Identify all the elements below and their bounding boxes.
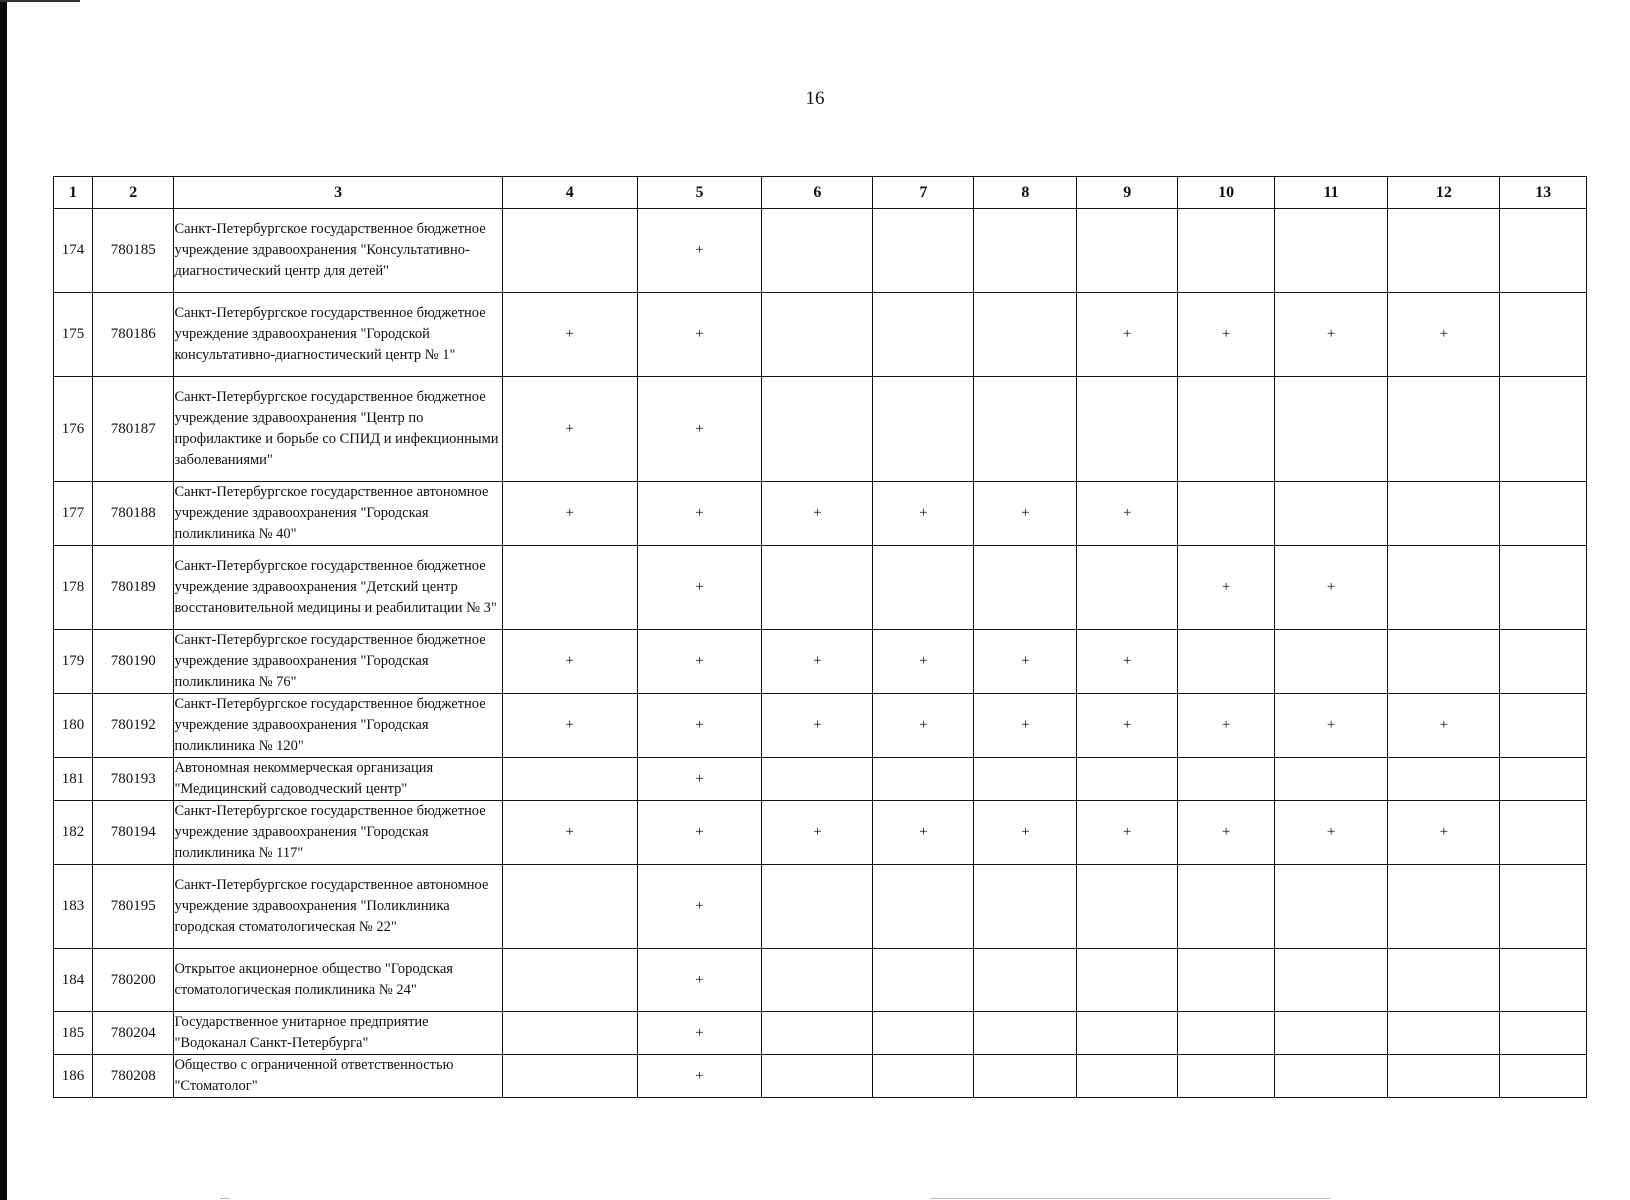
column-header: 10 [1178,177,1275,209]
mark-cell: + [974,630,1077,694]
mark-cell [502,758,637,801]
mark-cell [974,209,1077,293]
mark-cell: + [1077,482,1178,546]
mark-cell: + [762,630,873,694]
mark-cell [974,377,1077,482]
mark-cell [1388,865,1500,949]
scan-artifact [930,1198,1330,1199]
mark-cell [762,1055,873,1098]
mark-cell [502,865,637,949]
mark-cell [873,865,974,949]
mark-cell: + [1274,546,1387,630]
mark-cell: + [1178,293,1275,377]
organization-name: Санкт-Петербургское государственное бюджетное учреждение здравоохранения "Городской консультативно-диагностический центр № 1" [174,293,502,377]
mark-cell: + [502,630,637,694]
column-header: 3 [174,177,502,209]
mark-cell [1388,546,1500,630]
row-number: 182 [54,801,93,865]
mark-cell [502,209,637,293]
row-number: 184 [54,949,93,1012]
mark-cell: + [637,758,762,801]
mark-cell [502,1055,637,1098]
mark-cell [1274,865,1387,949]
row-number: 178 [54,546,93,630]
mark-cell: + [1388,694,1500,758]
row-number: 186 [54,1055,93,1098]
mark-cell: + [637,482,762,546]
mark-cell [502,1012,637,1055]
mark-cell [1500,694,1587,758]
mark-cell: + [1388,801,1500,865]
mark-cell [1077,865,1178,949]
table-row [54,949,1587,1012]
table-row [54,758,1587,801]
page-number: 16 [805,88,825,109]
registry-code: 780194 [93,801,174,865]
mark-cell: + [1388,293,1500,377]
mark-cell [974,1055,1077,1098]
mark-cell [1500,377,1587,482]
mark-cell [1500,758,1587,801]
mark-cell [1274,758,1387,801]
table-row [54,377,1587,482]
mark-cell [1077,546,1178,630]
registry-code: 780188 [93,482,174,546]
mark-cell: + [1274,801,1387,865]
mark-cell [1077,949,1178,1012]
column-header: 12 [1388,177,1500,209]
registry-code: 780195 [93,865,174,949]
mark-cell: + [1274,694,1387,758]
registry-code: 780190 [93,630,174,694]
mark-cell: + [1178,801,1275,865]
mark-cell: + [1077,293,1178,377]
mark-cell: + [502,694,637,758]
mark-cell [1388,1012,1500,1055]
mark-cell [974,546,1077,630]
mark-cell [1178,482,1275,546]
mark-cell [974,293,1077,377]
organization-name: Санкт-Петербургское государственное бюджетное учреждение здравоохранения "Городская поликлиника № 117" [174,801,502,865]
mark-cell [1077,758,1178,801]
mark-cell: + [637,694,762,758]
registry-code: 780208 [93,1055,174,1098]
table-row [54,209,1587,293]
mark-cell: + [873,482,974,546]
mark-cell: + [637,949,762,1012]
organization-name: Санкт-Петербургское государственное бюджетное учреждение здравоохранения "Консультативно-диагностический центр для детей" [174,209,502,293]
mark-cell [1274,1055,1387,1098]
row-number: 179 [54,630,93,694]
mark-cell: + [637,377,762,482]
row-number: 183 [54,865,93,949]
mark-cell: + [974,482,1077,546]
mark-cell [974,1012,1077,1055]
mark-cell: + [873,630,974,694]
mark-cell: + [762,482,873,546]
mark-cell: + [762,801,873,865]
table-body [54,209,1587,1098]
mark-cell [974,758,1077,801]
mark-cell [1077,209,1178,293]
mark-cell [1388,758,1500,801]
row-number: 177 [54,482,93,546]
mark-cell [1178,949,1275,1012]
table-row [54,694,1587,758]
mark-cell: + [637,293,762,377]
column-header: 1 [54,177,93,209]
mark-cell [873,949,974,1012]
mark-cell [762,1012,873,1055]
mark-cell [1178,377,1275,482]
mark-cell [1388,377,1500,482]
mark-cell [873,1055,974,1098]
mark-cell: + [873,694,974,758]
table-row [54,865,1587,949]
mark-cell [1500,546,1587,630]
mark-cell [1274,949,1387,1012]
mark-cell [974,865,1077,949]
mark-cell [1500,482,1587,546]
mark-cell [1388,209,1500,293]
mark-cell: + [502,293,637,377]
column-header: 4 [502,177,637,209]
mark-cell [1388,482,1500,546]
mark-cell [762,865,873,949]
registry-code: 780193 [93,758,174,801]
mark-cell [1388,630,1500,694]
mark-cell: + [502,801,637,865]
mark-cell: + [637,546,762,630]
mark-cell: + [1178,546,1275,630]
row-number: 175 [54,293,93,377]
table-row [54,293,1587,377]
mark-cell [502,949,637,1012]
column-header: 13 [1500,177,1587,209]
mark-cell [1077,377,1178,482]
mark-cell [873,1012,974,1055]
mark-cell: + [1077,801,1178,865]
row-number: 174 [54,209,93,293]
column-header: 6 [762,177,873,209]
registry-code: 780200 [93,949,174,1012]
organization-name: Санкт-Петербургское государственное бюджетное учреждение здравоохранения "Городская поликлиника № 120" [174,694,502,758]
registry-code: 780192 [93,694,174,758]
column-header: 9 [1077,177,1178,209]
header-row [54,177,1587,209]
mark-cell [1500,801,1587,865]
mark-cell [762,377,873,482]
mark-cell: + [637,801,762,865]
mark-cell [1274,1012,1387,1055]
mark-cell [1178,1055,1275,1098]
mark-cell: + [637,630,762,694]
mark-cell [1274,209,1387,293]
mark-cell [1500,1055,1587,1098]
mark-cell [1274,377,1387,482]
mark-cell [502,546,637,630]
mark-cell: + [974,694,1077,758]
table-row [54,1055,1587,1098]
organization-name: Санкт-Петербургское государственное бюджетное учреждение здравоохранения "Центр по профилактике и борьбе со СПИД и инфекционными заболеваниями" [174,377,502,482]
scan-edge [0,0,7,1200]
organization-name: Автономная некоммерческая организация "Медицинский садоводческий центр" [174,758,502,801]
mark-cell [1388,1055,1500,1098]
table-row [54,801,1587,865]
registry-code: 780189 [93,546,174,630]
scan-mark [0,0,80,2]
mark-cell [1500,949,1587,1012]
table-row [54,546,1587,630]
mark-cell: + [1077,630,1178,694]
mark-cell [762,293,873,377]
mark-cell [762,758,873,801]
registry-code: 780187 [93,377,174,482]
mark-cell [1178,865,1275,949]
mark-cell: + [637,209,762,293]
column-header: 8 [974,177,1077,209]
column-header: 2 [93,177,174,209]
mark-cell: + [1077,694,1178,758]
mark-cell [762,209,873,293]
mark-cell [1388,949,1500,1012]
mark-cell [873,293,974,377]
table-row [54,1012,1587,1055]
mark-cell: + [873,801,974,865]
mark-cell [1500,1012,1587,1055]
mark-cell: + [974,801,1077,865]
column-header: 7 [873,177,974,209]
mark-cell [1178,209,1275,293]
column-header: 11 [1274,177,1387,209]
mark-cell [762,949,873,1012]
table-row [54,482,1587,546]
organization-name: Санкт-Петербургское государственное автономное учреждение здравоохранения "Поликлиника городская стоматологическая № 22" [174,865,502,949]
row-number: 180 [54,694,93,758]
mark-cell: + [762,694,873,758]
mark-cell: + [637,1012,762,1055]
organization-name: Общество с ограниченной ответственностью "Стоматолог" [174,1055,502,1098]
column-header: 5 [637,177,762,209]
mark-cell [1077,1055,1178,1098]
mark-cell [1274,630,1387,694]
row-number: 185 [54,1012,93,1055]
mark-cell [873,546,974,630]
organization-name: Санкт-Петербургское государственное автономное учреждение здравоохранения "Городская поликлиника № 40" [174,482,502,546]
mark-cell: + [502,482,637,546]
scan-artifact [220,1198,230,1199]
mark-cell [1500,293,1587,377]
organization-name: Санкт-Петербургское государственное бюджетное учреждение здравоохранения "Детский центр восстановительной медицины и реабилитации № 3" [174,546,502,630]
mark-cell [1178,758,1275,801]
mark-cell [1077,1012,1178,1055]
mark-cell [974,949,1077,1012]
mark-cell: + [1274,293,1387,377]
registry-table [53,176,1587,1098]
registry-code: 780204 [93,1012,174,1055]
organization-name: Санкт-Петербургское государственное бюджетное учреждение здравоохранения "Городская поликлиника № 76" [174,630,502,694]
organization-name: Государственное унитарное предприятие "Водоканал Санкт-Петербурга" [174,1012,502,1055]
mark-cell [1500,209,1587,293]
mark-cell [1274,482,1387,546]
mark-cell: + [637,865,762,949]
registry-code: 780186 [93,293,174,377]
mark-cell [1178,630,1275,694]
organization-name: Открытое акционерное общество "Городская стоматологическая поликлиника № 24" [174,949,502,1012]
mark-cell: + [1178,694,1275,758]
mark-cell [1178,1012,1275,1055]
table-row [54,630,1587,694]
mark-cell [873,758,974,801]
mark-cell [873,377,974,482]
mark-cell [873,209,974,293]
registry-code: 780185 [93,209,174,293]
mark-cell [762,546,873,630]
mark-cell: + [502,377,637,482]
row-number: 181 [54,758,93,801]
mark-cell: + [637,1055,762,1098]
mark-cell [1500,865,1587,949]
row-number: 176 [54,377,93,482]
mark-cell [1500,630,1587,694]
